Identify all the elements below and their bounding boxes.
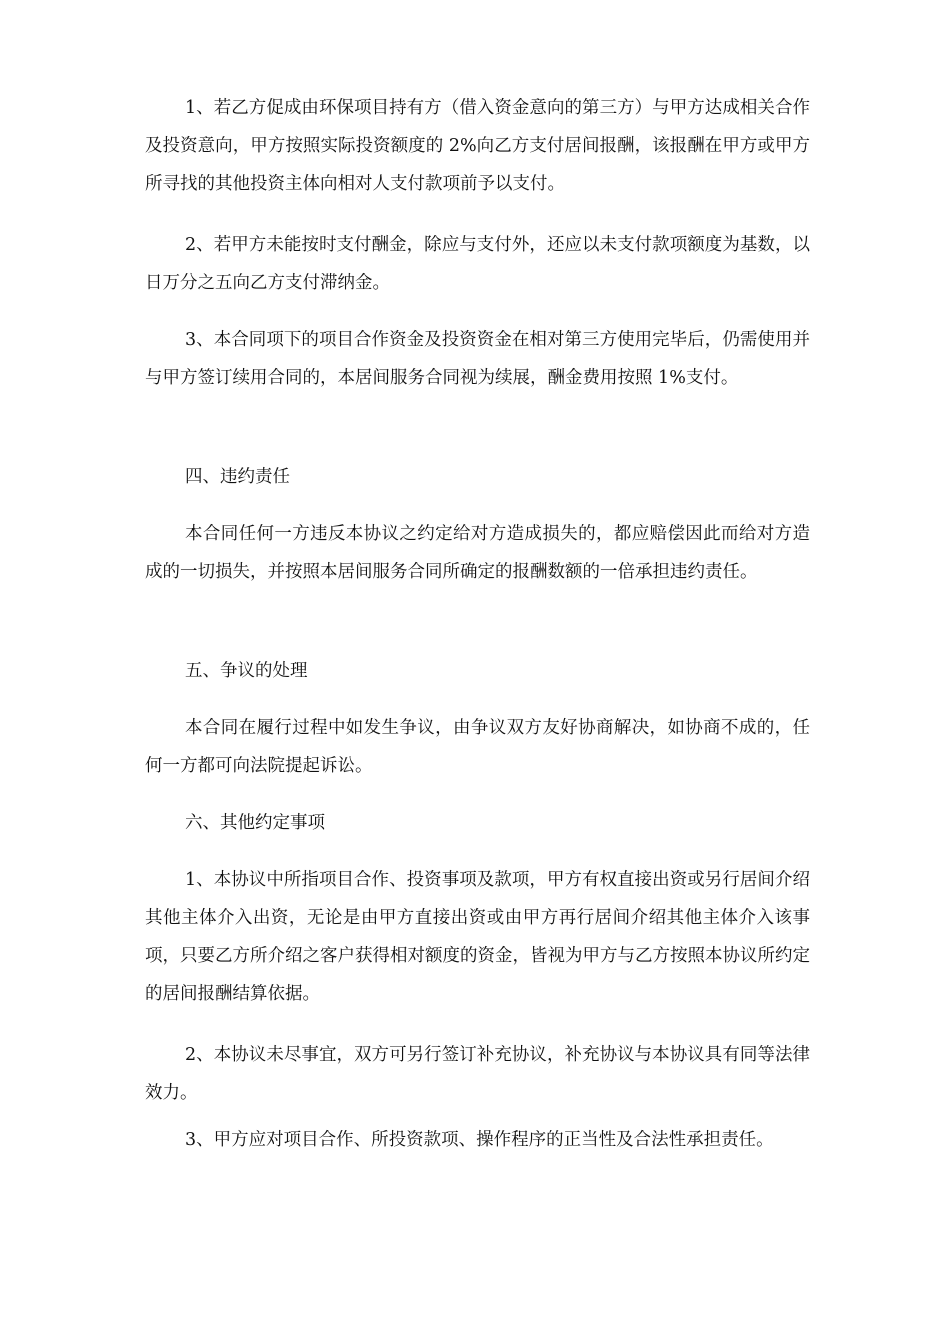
paragraph-breach-liability: 本合同任何一方违反本协议之约定给对方造成损失的，都应赔偿因此而给对方造成的一切损失，并按照本居间服务合同所确定的报酬数额的一倍承担违约责任。 — [145, 524, 810, 582]
section-heading-dispute-resolution: 五、争议的处理 — [185, 661, 308, 681]
paragraph-dispute-resolution: 本合同在履行过程中如发生争议，由争议双方友好协商解决，如协商不成的，任何一方都可向法院提起诉讼。 — [145, 718, 810, 776]
section-heading-other-matters: 六、其他约定事项 — [185, 813, 325, 833]
section-heading-breach-liability: 四、违约责任 — [185, 467, 290, 487]
paragraph-other-matters-1: 1、本协议中所指项目合作、投资事项及款项，甲方有权直接出资或另行居间介绍其他主体介入出资，无论是由甲方直接出资或由甲方再行居间介绍其他主体介入该事项，只要乙方所介绍之客户获得相对额度的资金，皆视为甲方与乙方按照本协议所约定的居间报酬结算依据。 — [145, 870, 810, 1004]
paragraph-other-matters-3: 3、甲方应对项目合作、所投资款项、操作程序的正当性及合法性承担责任。 — [185, 1130, 774, 1150]
paragraph-clause-2-late-fee: 2、若甲方未能按时支付酬金，除应与支付外，还应以未支付款项额度为基数，以日万分之五向乙方支付滞纳金。 — [145, 235, 810, 293]
paragraph-clause-1-referral-fee: 1、若乙方促成由环保项目持有方（借入资金意向的第三方）与甲方达成相关合作及投资意向，甲方按照实际投资额度的 2%向乙方支付居间报酬，该报酬在甲方或甲方所寻找的其他投资主体向相对人支付款项前予以支付。 — [145, 98, 810, 194]
paragraph-other-matters-2: 2、本协议未尽事宜，双方可另行签订补充协议，补充协议与本协议具有同等法律效力。 — [145, 1045, 810, 1103]
paragraph-clause-3-renewal: 3、本合同项下的项目合作资金及投资资金在相对第三方使用完毕后，仍需使用并与甲方签订续用合同的，本居间服务合同视为续展，酬金费用按照 1%支付。 — [145, 330, 810, 388]
